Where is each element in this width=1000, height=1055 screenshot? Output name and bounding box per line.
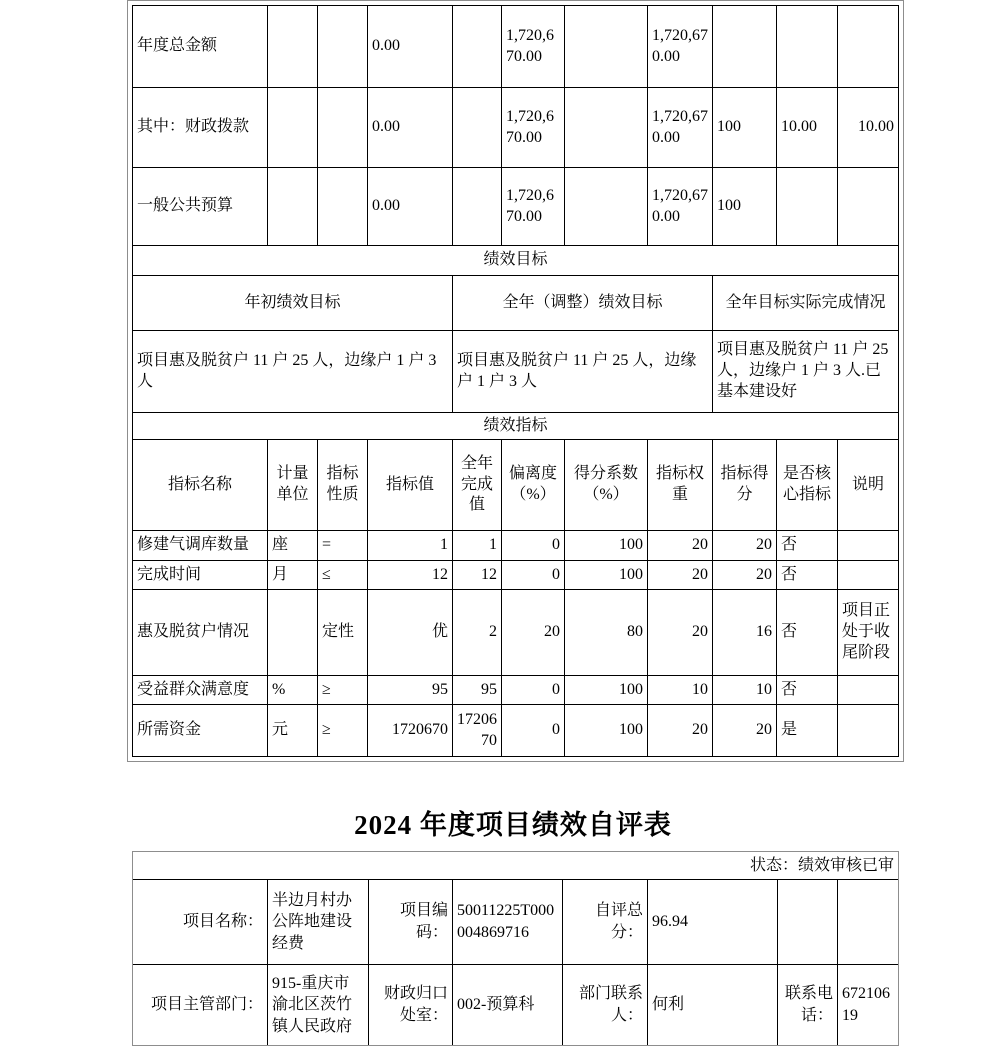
table-cell: 100: [565, 531, 648, 561]
table-cell: 是: [777, 705, 838, 756]
table-cell: 否: [777, 676, 838, 705]
column-header: 指标得分: [713, 440, 777, 531]
table-row: [133, 246, 898, 276]
table-cell: [453, 88, 502, 168]
contact-value: 何利: [648, 965, 778, 1045]
table-row: [133, 6, 898, 88]
table-cell: 10.00: [838, 88, 898, 168]
table-cell: [268, 590, 318, 676]
column-header: 指标权重: [648, 440, 713, 531]
table-cell: 100: [565, 676, 648, 705]
project-name-label: 项目名称：: [133, 880, 268, 965]
column-header: 说明: [838, 440, 898, 531]
page-title: 2024 年度项目绩效自评表: [354, 810, 672, 840]
project-info-frame: [132, 851, 899, 1046]
table-cell: 100: [565, 561, 648, 590]
table-row: [133, 561, 898, 590]
table-cell: %: [268, 676, 318, 705]
table-cell: 1: [453, 531, 502, 561]
table-cell: [777, 168, 838, 246]
table-cell: 10: [713, 676, 777, 705]
table-row: [133, 705, 898, 756]
table-cell: 0.00: [368, 6, 453, 88]
table-cell: 1720670: [453, 705, 502, 756]
table-cell: 项目正处于收尾阶段: [838, 590, 898, 676]
table-cell: ≥: [318, 705, 368, 756]
table-cell: [838, 676, 898, 705]
table-cell: =: [318, 531, 368, 561]
table-cell: [268, 6, 318, 88]
phone-label: 联系电话：: [778, 965, 838, 1045]
table-row: [133, 676, 898, 705]
table-row: [133, 965, 898, 1045]
table-cell: [565, 168, 648, 246]
table-cell: 1,720,670.00: [648, 168, 713, 246]
status-badge: 状态：绩效审核已审: [133, 852, 898, 880]
table-cell: 1,720,670.00: [502, 6, 565, 88]
finance-office-value: 002-预算科: [453, 965, 563, 1045]
table-row: [133, 331, 898, 413]
table-cell: [713, 6, 777, 88]
table-row: [133, 440, 898, 531]
table-cell: [268, 88, 318, 168]
table-cell: 0.00: [368, 88, 453, 168]
column-header: 全年（调整）绩效目标: [453, 276, 713, 331]
table-cell: 20: [648, 705, 713, 756]
self-score-value: 96.94: [648, 880, 778, 965]
table-cell: 0: [502, 676, 565, 705]
table-cell: [838, 6, 898, 88]
table-cell: [318, 168, 368, 246]
table-cell: 否: [777, 590, 838, 676]
table-cell: 1,720,670.00: [502, 168, 565, 246]
table-row: [133, 276, 898, 331]
table-cell: [838, 705, 898, 756]
table-cell: 100: [565, 705, 648, 756]
table-cell: 100: [713, 88, 777, 168]
table-row: [133, 531, 898, 561]
table-cell: 项目惠及脱贫户 11 户 25 人，边缘户 1 户 3 人: [133, 331, 453, 413]
table-cell: [838, 561, 898, 590]
column-header: 得分系数（%）: [565, 440, 648, 531]
table-cell: 1: [368, 531, 453, 561]
table-cell: 1,720,670.00: [502, 88, 565, 168]
table-cell: 0: [502, 531, 565, 561]
table-cell: 12: [453, 561, 502, 590]
table-cell: 95: [453, 676, 502, 705]
table-row: [133, 852, 898, 880]
self-eval-grid-frame: [127, 0, 904, 762]
table-cell: 0: [502, 561, 565, 590]
row-label: 惠及脱贫户情况: [133, 590, 268, 676]
table-cell: 0: [502, 705, 565, 756]
table-cell: 月: [268, 561, 318, 590]
table-cell: 项目惠及脱贫户 11 户 25 人，边缘户 1 户 3 人: [453, 331, 713, 413]
column-header: 全年完成值: [453, 440, 502, 531]
table-cell: [268, 168, 318, 246]
row-label: 所需资金: [133, 705, 268, 756]
row-label: 受益群众满意度: [133, 676, 268, 705]
table-cell: [838, 531, 898, 561]
table-cell: 1,720,670.00: [648, 6, 713, 88]
row-label: 年度总金额: [133, 6, 268, 88]
table-cell: 20: [648, 590, 713, 676]
table-row: [133, 88, 898, 168]
table-cell: 16: [713, 590, 777, 676]
table-cell: [838, 168, 898, 246]
table-cell: 0.00: [368, 168, 453, 246]
table-row: [133, 590, 898, 676]
table-row: [133, 168, 898, 246]
dept-value: 915-重庆市渝北区茨竹镇人民政府: [268, 965, 369, 1045]
table-cell: [318, 88, 368, 168]
table-cell: [453, 168, 502, 246]
row-label: 其中：财政拨款: [133, 88, 268, 168]
table-cell: 95: [368, 676, 453, 705]
project-code-value: 50011225T000004869716: [453, 880, 563, 965]
project-info-table: [132, 851, 899, 1046]
project-name-value: 半边月村办公阵地建设经费: [268, 880, 369, 965]
table-cell: 项目惠及脱贫户 11 户 25 人，边缘户 1 户 3 人.已基本建设好: [713, 331, 898, 413]
table-cell: 20: [648, 561, 713, 590]
table-cell: [318, 6, 368, 88]
table-cell: ≥: [318, 676, 368, 705]
row-label: 一般公共预算: [133, 168, 268, 246]
column-header: 偏离度（%）: [502, 440, 565, 531]
table-cell: 否: [777, 561, 838, 590]
column-header: 指标名称: [133, 440, 268, 531]
self-score-label: 自评总分：: [563, 880, 648, 965]
column-header: 计量单位: [268, 440, 318, 531]
finance-office-label: 财政归口处室：: [369, 965, 453, 1045]
table-cell: 20: [713, 561, 777, 590]
column-header: 指标性质: [318, 440, 368, 531]
table-row: [133, 413, 898, 440]
section-title-goals: 绩效目标: [133, 246, 898, 276]
table-cell: 定性: [318, 590, 368, 676]
table-cell: 10.00: [777, 88, 838, 168]
table-row: [133, 880, 898, 965]
table-cell: 80: [565, 590, 648, 676]
table-cell: 12: [368, 561, 453, 590]
table-cell: 否: [777, 531, 838, 561]
table-cell: [565, 6, 648, 88]
table-cell: ≤: [318, 561, 368, 590]
table-cell: 2: [453, 590, 502, 676]
column-header: 是否核心指标: [777, 440, 838, 531]
table-cell: 20: [713, 531, 777, 561]
column-header: 指标值: [368, 440, 453, 531]
phone-value: 67210619: [842, 985, 890, 1024]
row-label: 修建气调库数量: [133, 531, 268, 561]
column-header: 全年目标实际完成情况: [713, 276, 898, 331]
project-code-label: 项目编码：: [369, 880, 453, 965]
contact-label: 部门联系人：: [563, 965, 648, 1045]
table-cell: [453, 6, 502, 88]
table-cell: 优: [368, 590, 453, 676]
table-cell: [777, 6, 838, 88]
section-title-indicators: 绩效指标: [133, 413, 898, 440]
table-cell: 20: [502, 590, 565, 676]
row-label: 完成时间: [133, 561, 268, 590]
column-header: 年初绩效目标: [133, 276, 453, 331]
table-cell: 20: [648, 531, 713, 561]
dept-label: 项目主管部门：: [133, 965, 268, 1045]
self-eval-grid-table: [132, 5, 899, 757]
table-cell: [838, 880, 898, 965]
table-cell: 20: [713, 705, 777, 756]
table-cell: [565, 88, 648, 168]
table-cell: 元: [268, 705, 318, 756]
table-cell: 100: [713, 168, 777, 246]
table-cell: 1,720,670.00: [648, 88, 713, 168]
table-cell: 座: [268, 531, 318, 561]
table-cell: 10: [648, 676, 713, 705]
table-cell: 1720670: [368, 705, 453, 756]
table-cell: [778, 880, 838, 965]
